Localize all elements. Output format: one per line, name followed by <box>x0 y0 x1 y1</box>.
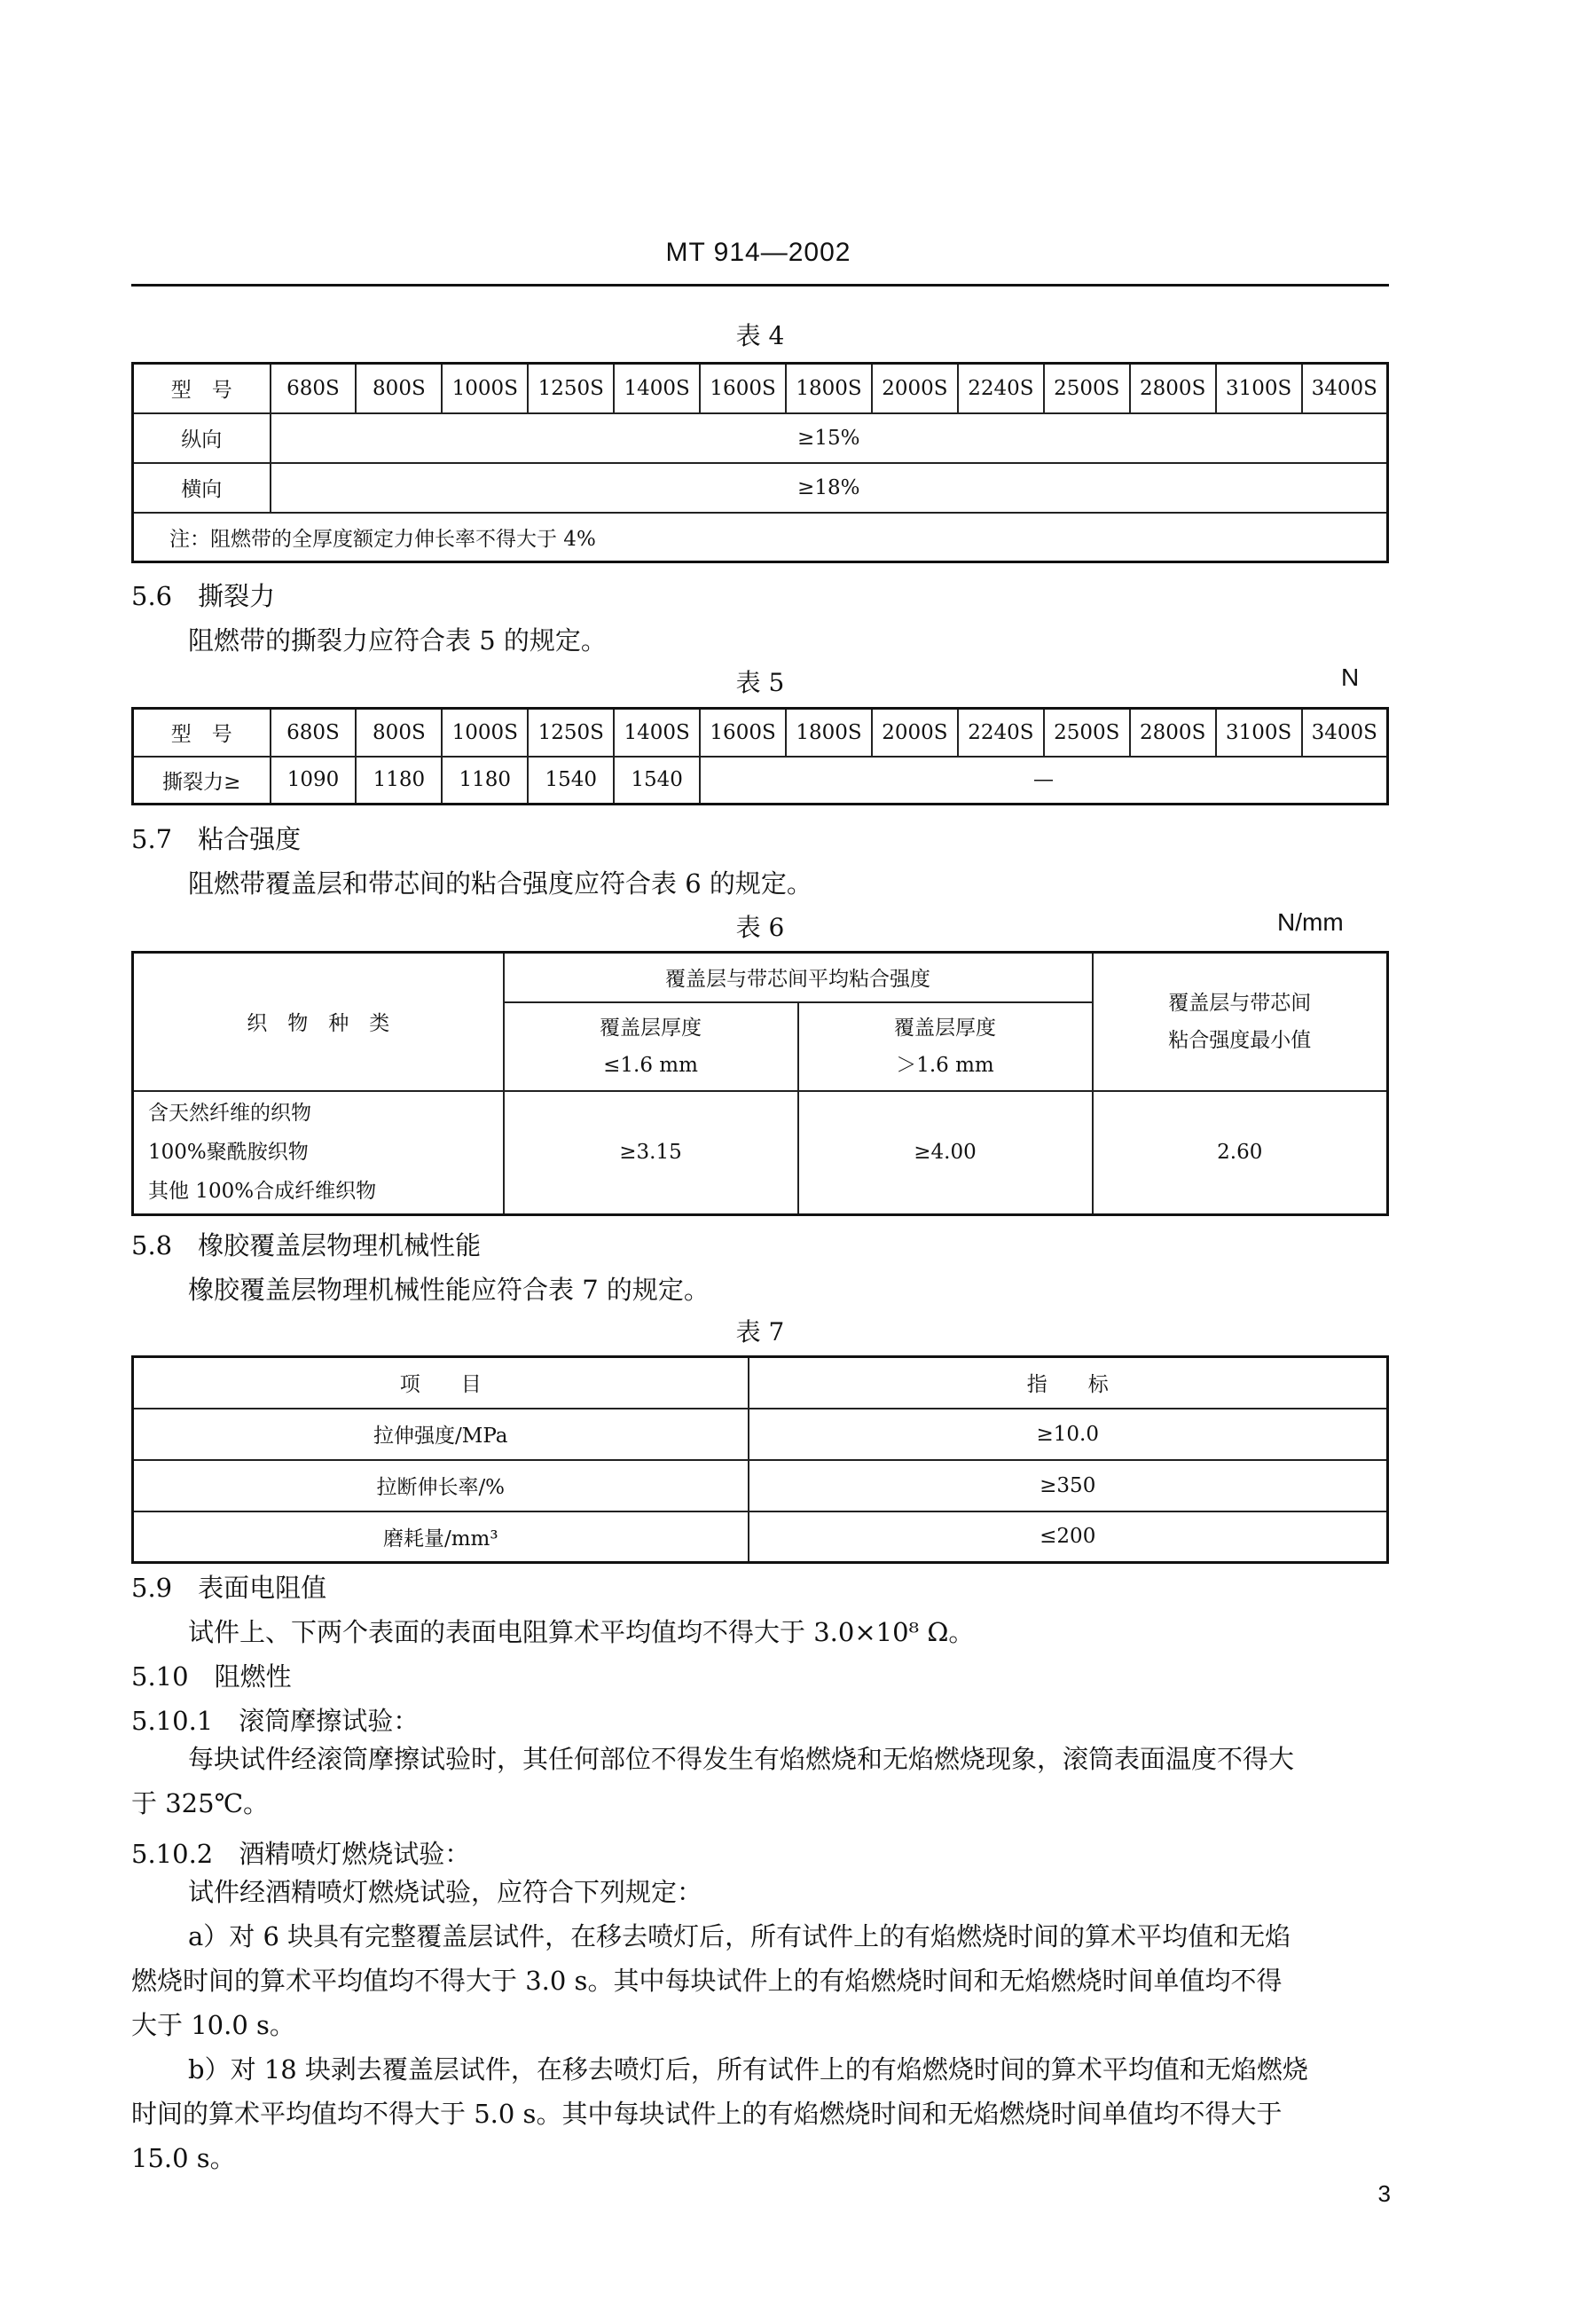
table6-caption: 表 6 <box>735 913 785 942</box>
table4-note: 注：阻燃带的全厚度额定力伸长率不得大于 4% <box>133 513 1388 562</box>
table6-sub-header-thin <box>504 1002 798 1091</box>
table-row <box>133 1409 1388 1460</box>
table5-model-label: 型 号 <box>133 709 271 757</box>
table-row <box>133 1511 1388 1563</box>
table5-model: 2240S <box>958 709 1044 757</box>
table5-model: 3400S <box>1302 709 1388 757</box>
table5-model: 2800S <box>1130 709 1216 757</box>
table7 <box>131 1355 1389 1564</box>
table6-min-header <box>1093 953 1388 1091</box>
table5-value: 1090 <box>271 757 357 805</box>
table4-caption: 表 4 <box>735 321 785 350</box>
table4 <box>131 362 1389 563</box>
section-5-8-text: 橡胶覆盖层物理机械性能应符合表 7 的规定。 <box>188 1275 710 1305</box>
table6-unit: N/mm <box>1277 908 1344 936</box>
table6-sub-header-thick-line2: ＞1.6 mm <box>896 1053 994 1077</box>
table4-row-label: 纵向 <box>133 413 271 463</box>
table4-model: 1400S <box>614 364 700 413</box>
table4-model: 3100S <box>1216 364 1302 413</box>
table7-item: 磨耗量/mm³ <box>133 1511 749 1563</box>
section-5-8-heading: 5.8 橡胶覆盖层物理机械性能 <box>131 1230 482 1260</box>
item-b-line: 15.0 s。 <box>131 2143 236 2173</box>
section-5-6-text: 阻燃带的撕裂力应符合表 5 的规定。 <box>188 625 607 656</box>
table7-caption: 表 7 <box>735 1317 785 1347</box>
table4-model: 1800S <box>786 364 872 413</box>
table7-item: 拉伸强度/MPa <box>133 1409 749 1460</box>
table6-sub-header-thick <box>798 1002 1093 1091</box>
table4-header-row <box>133 364 1388 413</box>
section-5-9-text: 试件上、下两个表面的表面电阻算术平均值均不得大于 3.0×10⁸ Ω。 <box>188 1617 975 1647</box>
table5-value: 1540 <box>528 757 614 805</box>
section-5-10-1-line: 每块试件经滚筒摩擦试验时，其任何部位不得发生有焰燃烧和无焰燃烧现象，滚筒表面温度不得大 <box>188 1744 1295 1774</box>
table5-model: 1400S <box>614 709 700 757</box>
table7-item-header: 项 目 <box>133 1357 749 1409</box>
table5-model: 2500S <box>1044 709 1130 757</box>
table6-value-min: 2.60 <box>1093 1091 1388 1215</box>
section-5-10-heading: 5.10 阻燃性 <box>131 1661 292 1692</box>
item-b-line: b）对 18 块剥去覆盖层试件，在移去喷灯后，所有试件上的有焰燃烧时间的算术平均值和无焰燃烧 <box>188 2054 1308 2085</box>
table-row <box>133 1460 1388 1511</box>
table4-model: 680S <box>271 364 357 413</box>
table4-model: 2500S <box>1044 364 1130 413</box>
table7-index-header: 指 标 <box>749 1357 1388 1409</box>
table5-model: 1800S <box>786 709 872 757</box>
table4-model: 2000S <box>872 364 958 413</box>
table6-fabric-item: 含天然纤维的织物 <box>148 1102 311 1126</box>
table6-sub-header-thick-line1: 覆盖层厚度 <box>894 1016 996 1040</box>
table5-value: 1180 <box>442 757 528 805</box>
table5-rest-value: — <box>700 757 1387 805</box>
table-row <box>133 413 1388 463</box>
table5-model: 1250S <box>528 709 614 757</box>
section-5-6-heading: 5.6 撕裂力 <box>131 581 276 611</box>
table6-fabric-header: 织 物 种 类 <box>133 953 504 1091</box>
table5-model: 1600S <box>700 709 786 757</box>
table4-model-label: 型 号 <box>133 364 271 413</box>
table7-value: ≤200 <box>749 1511 1388 1563</box>
table5-caption: 表 5 <box>735 668 785 697</box>
table6-fabric-item: 其他 100%合成纤维织物 <box>148 1180 377 1204</box>
table6-sub-header-thin-line2: ≤1.6 mm <box>603 1053 698 1077</box>
table6 <box>131 951 1389 1216</box>
table-row <box>133 1091 1388 1215</box>
section-5-10-2-intro: 试件经酒精喷灯燃烧试验，应符合下列规定： <box>188 1877 703 1907</box>
table5-value: 1540 <box>614 757 700 805</box>
table5-model: 1000S <box>442 709 528 757</box>
table5-model: 3100S <box>1216 709 1302 757</box>
table6-fabric-list <box>133 1091 504 1215</box>
table4-model: 2800S <box>1130 364 1216 413</box>
section-5-9-heading: 5.9 表面电阻值 <box>131 1573 327 1603</box>
table4-row-value: ≥15% <box>271 413 1388 463</box>
table7-item: 拉断伸长率/% <box>133 1460 749 1511</box>
table5-model: 800S <box>356 709 442 757</box>
table5-value: 1180 <box>356 757 442 805</box>
table4-model: 800S <box>356 364 442 413</box>
table7-value: ≥350 <box>749 1460 1388 1511</box>
document-code: MT 914—2002 <box>665 238 851 267</box>
table4-model: 1600S <box>700 364 786 413</box>
table6-min-header-line2: 粘合强度最小值 <box>1168 1028 1312 1052</box>
table4-model: 1250S <box>528 364 614 413</box>
table5 <box>131 707 1389 805</box>
item-a-line: 大于 10.0 s。 <box>131 2010 295 2040</box>
header-rule <box>131 284 1389 287</box>
table6-sub-header-thin-line1: 覆盖层厚度 <box>600 1016 702 1040</box>
item-b-line: 时间的算术平均值均不得大于 5.0 s。其中每块试件上的有焰燃烧时间和无焰燃烧时间单值均不得大于 <box>131 2099 1283 2129</box>
section-5-7-text: 阻燃带覆盖层和带芯间的粘合强度应符合表 6 的规定。 <box>188 868 812 899</box>
item-a-line: 燃烧时间的算术平均值均不得大于 3.0 s。其中每块试件上的有焰燃烧时间和无焰燃烧时间单值均不得 <box>131 1966 1283 1996</box>
table5-unit: N <box>1341 663 1360 691</box>
table6-min-header-line1: 覆盖层与带芯间 <box>1168 991 1312 1015</box>
section-5-7-heading: 5.7 粘合强度 <box>131 824 302 854</box>
section-5-10-2-heading: 5.10.2 酒精喷灯燃烧试验： <box>131 1839 471 1869</box>
table4-model: 1000S <box>442 364 528 413</box>
table5-row-label: 撕裂力≥ <box>133 757 271 805</box>
table4-model: 2240S <box>958 364 1044 413</box>
table4-model: 3400S <box>1302 364 1388 413</box>
page-number: 3 <box>1377 2180 1391 2207</box>
table6-avg-header: 覆盖层与带芯间平均粘合强度 <box>504 953 1093 1002</box>
table6-fabric-item: 100%聚酰胺织物 <box>148 1141 309 1165</box>
table6-value-thin: ≥3.15 <box>504 1091 798 1215</box>
table4-row-label: 横向 <box>133 463 271 513</box>
table5-model: 2000S <box>872 709 958 757</box>
section-5-10-1-line: 于 325℃。 <box>131 1788 270 1818</box>
table4-row-value: ≥18% <box>271 463 1388 513</box>
table-row <box>133 463 1388 513</box>
table7-value: ≥10.0 <box>749 1409 1388 1460</box>
table-row <box>133 757 1388 805</box>
item-a-line: a）对 6 块具有完整覆盖层试件，在移去喷灯后，所有试件上的有焰燃烧时间的算术平均值和无焰 <box>188 1921 1291 1951</box>
section-5-10-1-heading: 5.10.1 滚筒摩擦试验： <box>131 1706 420 1736</box>
table5-model: 680S <box>271 709 357 757</box>
table6-value-thick: ≥4.00 <box>798 1091 1093 1215</box>
